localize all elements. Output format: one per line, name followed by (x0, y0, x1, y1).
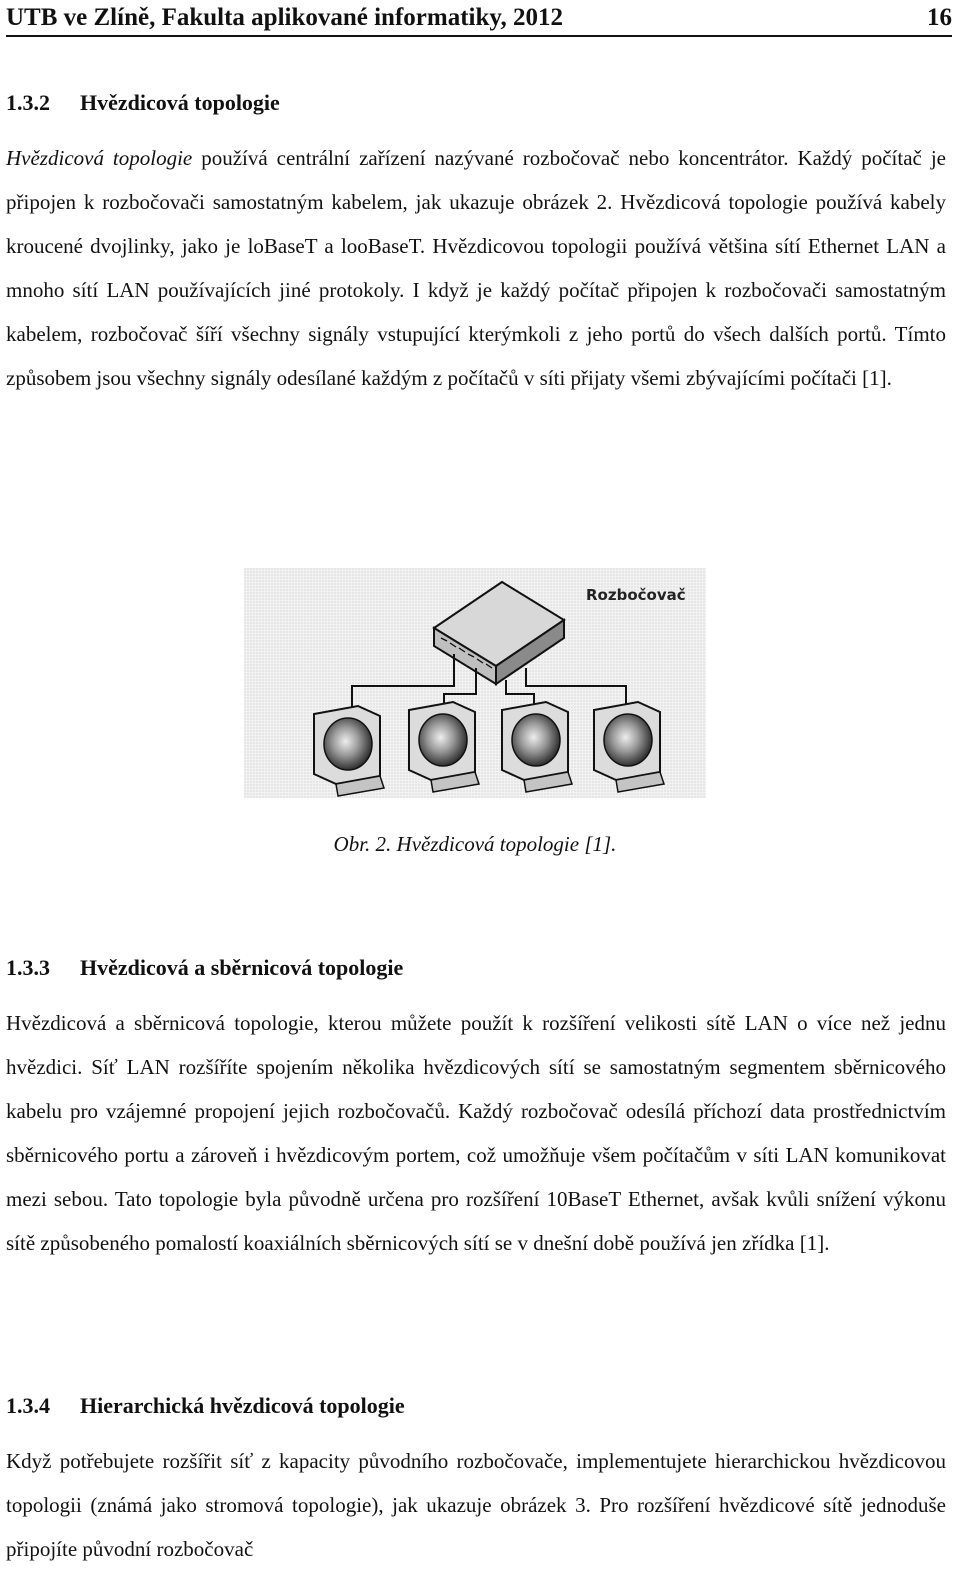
page-header (6, 0, 952, 32)
section-paragraph-1-3-4: Když potřebujete rozšířit síť z kapacity původního rozbočovače, implementujete hierarchickou hvězdicovou topologii (známá jako stromová topologie), jak ukazuje obrázek 3. Pro rozšíření hvězdicové sítě jednoduše připojíte původní rozbočovač (6, 1449, 946, 1561)
section-title: Hvězdicová a sběrnicová topologie (80, 955, 404, 980)
header-rule (6, 35, 952, 37)
section-heading-1-3-3 (6, 955, 403, 981)
figure-caption (0, 829, 960, 859)
star-topology-diagram (244, 568, 706, 798)
hub-label: Rozbočovač (586, 586, 686, 604)
section-title: Hierarchická hvězdicová topologie (80, 1393, 405, 1418)
section-heading-1-3-2 (6, 90, 280, 116)
page-number: 16 (927, 4, 952, 31)
figure-caption-text: Obr. 2. Hvězdicová topologie [1]. (333, 832, 617, 856)
paragraph-text: používá centrální zařízení nazývané rozbočovač nebo koncentrátor. Každý počítač je připojen k rozbočovači samostatným kabelem, jak ukazuje obrázek 2. Hvězdicová topologie používá kabely kroucené dvojlinky, jako je loBaseT a looBaseT. Hvězdicovou topologii používá většina sítí Ethernet LAN a mnoho sítí LAN používajících jiné protokoly. I když je každý počítač připojen k rozbočovači samostatným kabelem, rozbočovač šíří všechny signály vstupující kterýmkoli z jeho portů do všech dalších portů. Tímto způsobem jsou všechny signály odesílané každým z počítačů v síti přijaty všemi zbývajícími počítači [1]. (6, 146, 946, 390)
star-topology-figure (244, 568, 706, 798)
header-title: UTB ve Zlíně, Fakulta aplikované informatiky, 2012 (6, 4, 564, 31)
section-number: 1.3.4 (6, 1393, 50, 1418)
section-number: 1.3.3 (6, 955, 50, 980)
section-title: Hvězdicová topologie (80, 90, 280, 115)
italic-term: Hvězdicová topologie (6, 146, 193, 170)
section-paragraph-1-3-2 (6, 136, 946, 400)
section-number: 1.3.2 (6, 90, 50, 115)
section-paragraph-1-3-3: Hvězdicová a sběrnicová topologie, kterou můžete použít k rozšíření velikosti sítě LAN o více než jednu hvězdici. Síť LAN rozšíříte spojením několika hvězdicových sítí se samostatným segmentem sběrnicového kabelu pro vzájemné propojení jejich rozbočovačů. Každý rozbočovač odesílá příchozí data prostřednictvím sběrnicového portu a zároveň i hvězdicovým portem, což umožňuje všem počítačům v síti LAN komunikovat mezi sebou. Tato topologie byla původně určena pro rozšíření 10BaseT Ethernet, avšak kvůli snížení výkonu sítě způsobeného pomalostí koaxiálních sběrnicových sítí se v dnešní době používá jen zřídka [1]. (6, 1011, 946, 1255)
section-heading-1-3-4 (6, 1393, 405, 1419)
